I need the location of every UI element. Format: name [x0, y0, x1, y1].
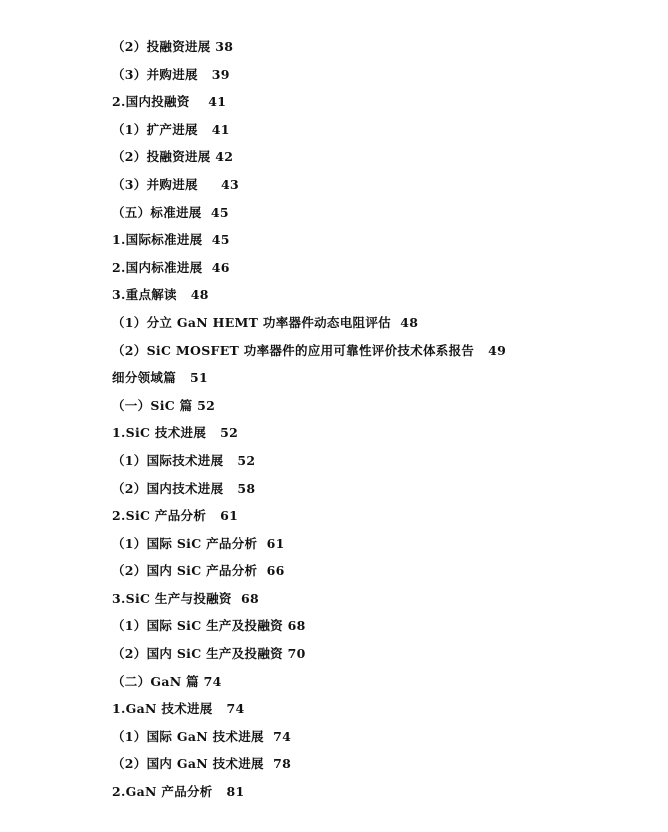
toc-entry: （1）国际技术进展 52: [112, 452, 256, 468]
toc-entry: 2.SiC 产品分析 61: [112, 508, 239, 524]
toc-entry: （一）SiC 篇 52: [112, 397, 216, 413]
toc-entry: （五）标准进展 45: [112, 204, 229, 220]
toc-entry: （3）并购进展 43: [112, 176, 240, 192]
toc-entry: （二）GaN 篇 74: [112, 673, 222, 689]
toc-entry: （2）SiC MOSFET 功率器件的应用可靠性评价技术体系报告 49: [112, 342, 507, 358]
table-of-contents: [112, 33, 506, 806]
toc-entry: （1）扩产进展 41: [112, 121, 230, 137]
toc-entry: （2）国内技术进展 58: [112, 480, 256, 496]
toc-entry: （2）投融资进展 38: [112, 39, 234, 54]
toc-entry: （3）并购进展 39: [112, 66, 230, 82]
toc-entry: （1）国际 GaN 技术进展 74: [112, 728, 292, 744]
toc-entry: 2.GaN 产品分析 81: [112, 784, 245, 800]
toc-entry: 1.GaN 技术进展 74: [112, 701, 245, 717]
toc-entry: 1.SiC 技术进展 52: [112, 425, 239, 441]
toc-entry: （1）分立 GaN HEMT 功率器件动态电阻评估 48: [112, 314, 419, 330]
toc-entry: （1）国际 SiC 生产及投融资 68: [112, 618, 306, 634]
toc-entry: 细分领域篇 51: [112, 370, 208, 386]
toc-entry: （2）国内 SiC 生产及投融资 70: [112, 646, 306, 662]
toc-entry: （1）国际 SiC 产品分析 61: [112, 535, 285, 551]
toc-entry: （2）国内 SiC 产品分析 66: [112, 563, 285, 579]
toc-entry: 2.国内投融资 41: [112, 94, 227, 110]
toc-entry: （2）投融资进展 42: [112, 149, 234, 165]
toc-entry: 3.重点解读 48: [112, 287, 209, 303]
toc-entry: （2）国内 GaN 技术进展 78: [112, 756, 292, 772]
toc-entry: 2.国内标准进展 46: [112, 259, 230, 275]
toc-entry: 1.国际标准进展 45: [112, 232, 230, 248]
toc-entry: 3.SiC 生产与投融资 68: [112, 590, 260, 606]
